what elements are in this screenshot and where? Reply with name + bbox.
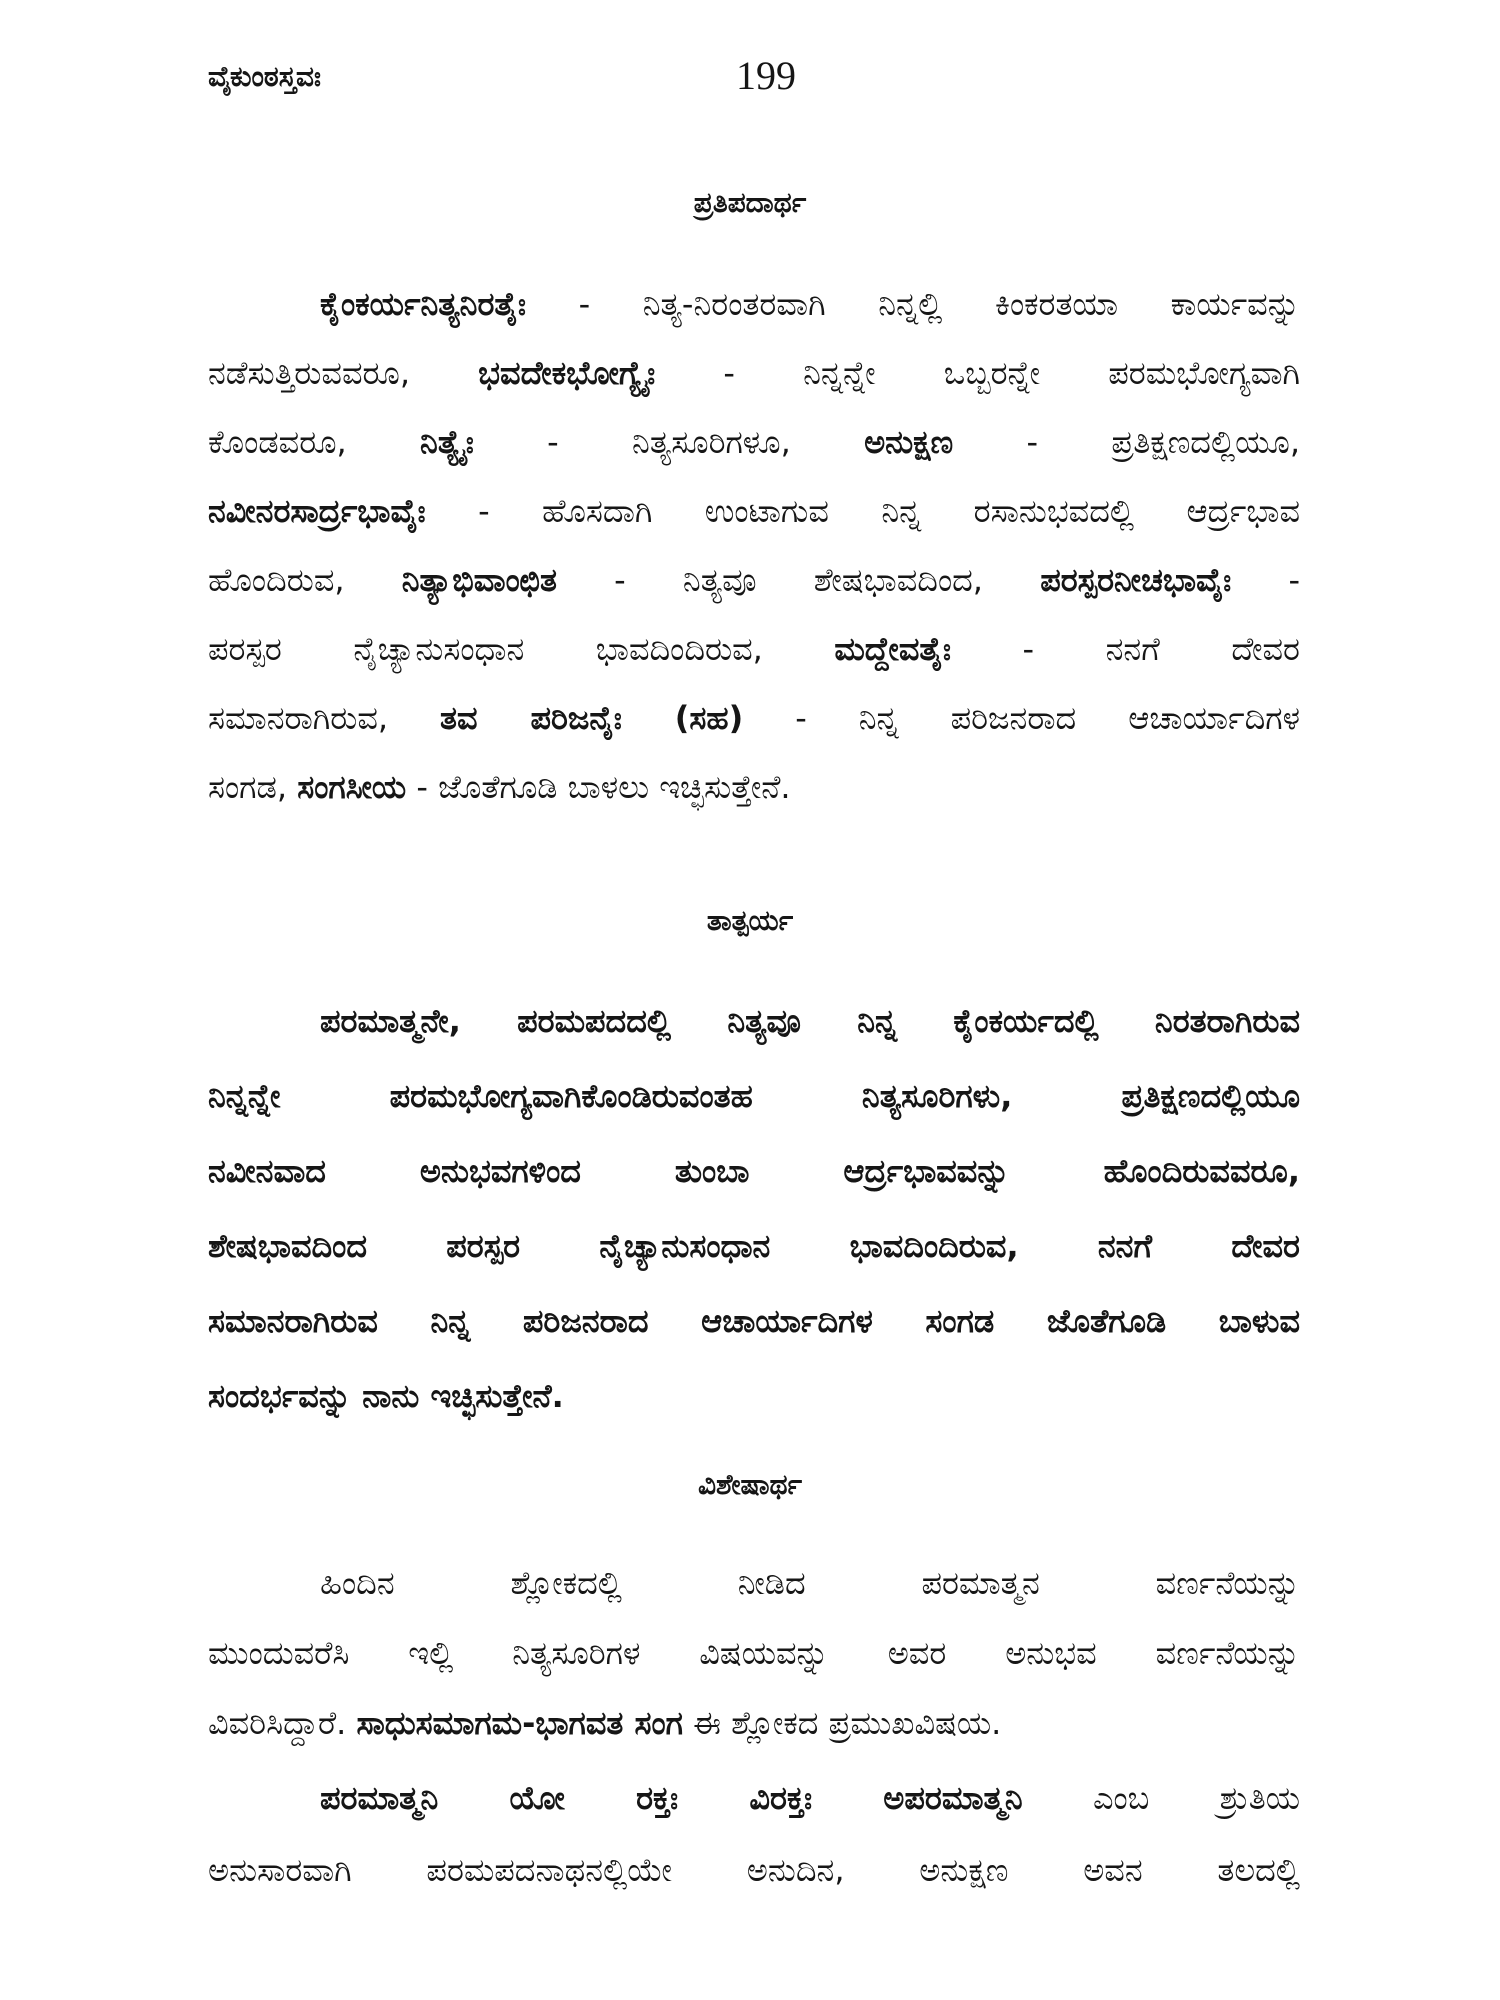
term: ನವೀನರಸಾರ್ದ್ರಭಾವೈಃ <box>208 492 426 530</box>
gloss: - ನಿತ್ಯಸೂರಿಗಳೂ, <box>473 423 865 461</box>
text-line: ಸಮಾನರಾಗಿರುವ ನಿನ್ನ ಪರಿಜನರಾದ ಆಚಾರ್ಯಾದಿಗಳ ಸಂಗಡ ಜೊತೆಗೂಡಿ ಬಾಳುವ <box>208 1302 1300 1340</box>
commentary-paragraph-1 <box>208 1548 1300 1758</box>
page-number: 199 <box>736 53 796 98</box>
section-heading-visheshartha: ವಿಶೇಷಾರ್ಥ <box>697 1468 803 1501</box>
text-line: ನಿನ್ನನ್ನೇ ಪರಮಭೋಗ್ಯವಾಗಿಕೊಂಡಿರುವಂತಹ ನಿತ್ಯಸೂರಿಗಳು, ಪ್ರತಿಕ್ಷಣದಲ್ಲಿಯೂ <box>208 1077 1300 1115</box>
text-line: ಮುಂದುವರೆಸಿ ಇಲ್ಲಿ ನಿತ್ಯಸೂರಿಗಳ ವಿಷಯವನ್ನು ಅವರ ಅನುಭವ ವರ್ಣನೆಯನ್ನು <box>208 1634 1300 1672</box>
page-header <box>208 52 1300 112</box>
term: ಭವದೇಕಭೋಗ್ಯೈಃ <box>478 354 656 392</box>
gloss: ಹೊಂದಿರುವ, <box>208 561 402 599</box>
text-line: ಹಿಂದಿನ ಶ್ಲೋಕದಲ್ಲಿ ನೀಡಿದ ಪರಮಾತ್ಮನ ವರ್ಣನೆಯನ್ನು <box>320 1564 1300 1602</box>
text-line <box>208 270 1300 339</box>
term: ಸಂಗಸೀಯ <box>297 768 407 806</box>
quotation: ಪರಮಾತ್ಮನಿ ಯೋ ರಕ್ತಃ ವಿರಕ್ತಃ ಅಪರಮಾತ್ಮನಿ <box>320 1779 1023 1817</box>
text-line <box>208 408 1300 477</box>
gloss: ಎಂಬ ಶ್ರುತಿಯ <box>1022 1779 1300 1817</box>
text-line: ಪರಮಾತ್ಮನೇ, ಪರಮಪದದಲ್ಲಿ ನಿತ್ಯವೂ ನಿನ್ನ ಕೈಂಕರ್ಯದಲ್ಲಿ ನಿರತರಾಗಿರುವ <box>320 1002 1300 1040</box>
term: ಸಾಧುಸಮಾಗಮ-ಭಾಗವತ ಸಂಗ <box>356 1704 683 1742</box>
gloss: ಕೊಂಡವರೂ, <box>208 423 421 461</box>
text-line <box>208 1762 1300 1834</box>
meaning-paragraph <box>208 984 1300 1434</box>
running-title: ವೈಕುಂಠಸ್ತವಃ <box>208 60 321 93</box>
text-line <box>208 1688 1300 1758</box>
term: ತವ ಪರಿಜನೈಃ (ಸಹ) <box>440 699 744 737</box>
term: ನಿತ್ಯಾಭಿವಾಂಛಿತ <box>401 561 557 599</box>
gloss: - <box>1231 561 1300 599</box>
gloss: - ನಿತ್ಯವೂ ಶೇಷಭಾವದಿಂದ, <box>556 561 1041 599</box>
term: ಕೈಂಕರ್ಯನಿತ್ಯನಿರತೈಃ <box>320 285 526 323</box>
gloss: ಈ ಶ್ಲೋಕದ ಪ್ರಮುಖವಿಷಯ. <box>683 1704 1002 1742</box>
term: ಪರಸ್ಪರನೀಚಭಾವೈಃ <box>1040 561 1232 599</box>
text-line <box>208 753 1300 822</box>
gloss: - ನಿನ್ನ ಪರಿಜನರಾದ ಆಚಾರ್ಯಾದಿಗಳ <box>743 699 1300 737</box>
term: ನಿತ್ಯೈಃ <box>420 423 474 461</box>
text-line <box>208 546 1300 615</box>
commentary-paragraph-2 <box>208 1762 1300 1906</box>
section-heading-pratipadartha: ಪ್ರತಿಪದಾರ್ಥ <box>693 186 807 219</box>
gloss: ವಿವರಿಸಿದ್ದಾರೆ. <box>208 1704 357 1742</box>
gloss: - ನಿತ್ಯ-ನಿರಂತರವಾಗಿ ನಿನ್ನಲ್ಲಿ ಕಿಂಕರತಯಾ ಕಾರ್ಯವನ್ನು <box>525 285 1300 323</box>
text-line: ಶೇಷಭಾವದಿಂದ ಪರಸ್ಪರ ನೈಚ್ಯಾನುಸಂಧಾನ ಭಾವದಿಂದಿರುವ, ನನಗೆ ದೇವರ <box>208 1227 1300 1265</box>
text-line <box>208 684 1300 753</box>
gloss: - ಹೊಸದಾಗಿ ಉಂಟಾಗುವ ನಿನ್ನ ರಸಾನುಭವದಲ್ಲಿ ಆರ್ದ್ರಭಾವ <box>425 492 1300 530</box>
gloss: ಸಂಗಡ, <box>208 768 298 806</box>
gloss: ಸಮಾನರಾಗಿರುವ, <box>208 699 441 737</box>
text-line: ಸಂದರ್ಭವನ್ನು ನಾನು ಇಚ್ಛಿಸುತ್ತೇನೆ. <box>208 1377 564 1415</box>
text-line <box>208 339 1300 408</box>
gloss: ಪರಸ್ಪರ ನೈಚ್ಯಾನುಸಂಧಾನ ಭಾವದಿಂದಿರುವ, <box>208 630 835 668</box>
gloss: - ನನಗೆ ದೇವರ <box>951 630 1300 668</box>
gloss: - ಜೊತೆಗೂಡಿ ಬಾಳಲು ಇಚ್ಛಿಸುತ್ತೇನೆ. <box>406 768 791 806</box>
word-meaning-paragraph <box>208 270 1300 822</box>
section-heading-tatparya: ತಾತ್ಪರ್ಯ <box>706 904 794 937</box>
gloss: ನಡೆಸುತ್ತಿರುವವರೂ, <box>208 354 479 392</box>
text-line <box>208 615 1300 684</box>
term: ಮದ್ದೇವತೈಃ <box>834 630 952 668</box>
text-line <box>208 477 1300 546</box>
text-line: ನವೀನವಾದ ಅನುಭವಗಳಿಂದ ತುಂಬಾ ಆರ್ದ್ರಭಾವವನ್ನು ಹೊಂದಿರುವವರೂ, <box>208 1152 1300 1190</box>
term: ಅನುಕ್ಷಣ <box>864 423 954 461</box>
gloss: - ಪ್ರತಿಕ್ಷಣದಲ್ಲಿಯೂ, <box>953 423 1300 461</box>
text-line: ಅನುಸಾರವಾಗಿ ಪರಮಪದನಾಥನಲ್ಲಿಯೇ ಅನುದಿನ, ಅನುಕ್ಷಣ ಅವನ ತಲದಲ್ಲಿ <box>208 1851 1300 1889</box>
gloss: - ನಿನ್ನನ್ನೇ ಒಬ್ಬರನ್ನೇ ಪರಮಭೋಗ್ಯವಾಗಿ <box>655 354 1300 392</box>
